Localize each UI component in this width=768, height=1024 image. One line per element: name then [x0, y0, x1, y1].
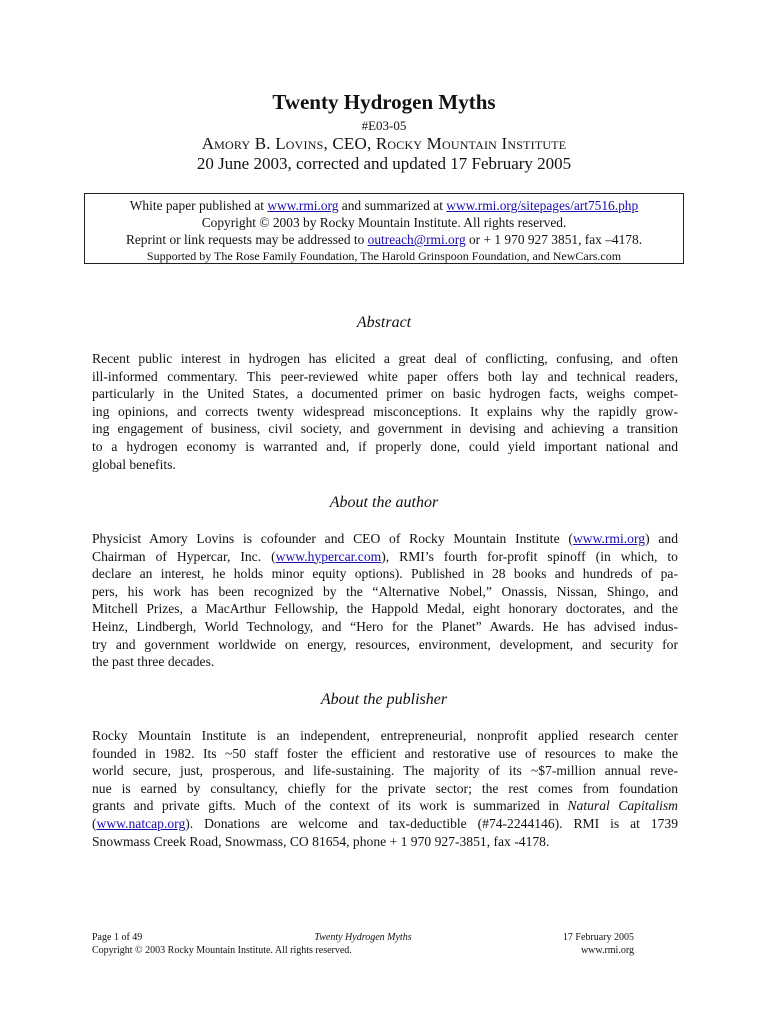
text-line: founded in 1982. Its ~50 staff foster the efficient and restorative use of resources to make the	[92, 745, 678, 761]
text-line: pers, his work has been recognized by the “Alternative Nobel,” Onassis, Nissan, Shingo, and	[92, 583, 678, 599]
text-line: declare an interest, he holds minor equity options). Published in 28 books and hundreds of pa-	[92, 566, 678, 582]
footer-title: Twenty Hydrogen Myths	[314, 932, 412, 943]
info-line-reprint: Reprint or link requests may be addressed to outreach@rmi.org or + 1 970 927 3851, fax –4178.	[125, 232, 643, 247]
text-line: particularly in the United States, a documented primer on basic hydrogen facts, weighs compet-	[92, 386, 678, 402]
text-line: Chairman of Hypercar, Inc. (www.hypercar.com), RMI’s fourth for-profit spinoff (in which, to	[92, 548, 678, 564]
outreach-email-link[interactable]: outreach@rmi.org	[367, 232, 466, 247]
text-line: nue is earned by consultancy, chiefly for the private sector; the rest comes from foundation	[92, 780, 678, 796]
text-line: (www.natcap.org). Donations are welcome and tax-deductible (#74-2244146). RMI is at 1739	[92, 815, 678, 831]
text-line: try and government worldwide on energy, resources, environment, development, and security for	[92, 636, 678, 652]
text-line: ing engagement of business, civil society, and government in devising and achieving a transition	[92, 421, 678, 437]
text-line: Physicist Amory Lovins is cofounder and CEO of Rocky Mountain Institute (www.rmi.org) and	[92, 531, 678, 546]
text-line: Heinz, Lindbergh, World Technology, and “Hero for the Planet” Awards. He has advised indus-	[92, 618, 678, 634]
rmi-link[interactable]: www.rmi.org	[267, 198, 339, 213]
footer-date: 17 February 2005	[562, 932, 634, 943]
about-publisher-paragraph	[92, 727, 678, 850]
text-line: to a hydrogen economy is warranted and, if properly done, could yield important national and	[92, 438, 678, 454]
about-author-paragraph	[92, 530, 678, 671]
about-publisher-heading: About the publisher	[320, 691, 448, 708]
info-line-supported: Supported by The Rose Family Foundation, The Harold Grinspoon Foundation, and NewCars.com	[146, 249, 622, 263]
info-line-copyright: Copyright © 2003 by Rocky Mountain Institute. All rights reserved.	[201, 215, 567, 230]
document-title: Twenty Hydrogen Myths	[272, 90, 496, 114]
abstract-heading: Abstract	[356, 314, 412, 331]
text-line: ill-informed commentary. This peer-reviewed white paper offers both lay and technical readers,	[92, 368, 678, 384]
page-footer	[92, 932, 634, 958]
text-line: Snowmass Creek Road, Snowmass, CO 81654, phone + 1 970 927-3851, fax -4178.	[92, 833, 550, 849]
hypercar-link[interactable]: www.hypercar.com	[275, 548, 382, 564]
date-line: 20 June 2003, corrected and updated 17 February 2005	[196, 154, 572, 173]
author-line: Amory B. Lovins, CEO, Rocky Mountain Institute	[201, 134, 567, 153]
document-number: #E03-05	[361, 118, 407, 133]
text-line: Rocky Mountain Institute is an independent, entrepreneurial, nonprofit applied research center	[92, 728, 678, 743]
rmi-link[interactable]: www.rmi.org	[572, 531, 646, 546]
footer-copyright: Copyright © 2003 Rocky Mountain Institute. All rights reserved.	[92, 945, 352, 956]
abstract-paragraph	[92, 350, 678, 473]
publication-info-box	[84, 193, 684, 264]
text-line: ing opinions, and corrects twenty widespread misconceptions. It explains why the rapidly grow-	[92, 403, 678, 419]
text-line: the past three decades.	[92, 654, 215, 670]
text-line: Recent public interest in hydrogen has elicited a great deal of conflicting, confusing, and often	[92, 351, 678, 366]
page-number: Page 1 of 49	[92, 932, 143, 943]
natcap-link[interactable]: www.natcap.org	[96, 815, 186, 831]
summary-link[interactable]: www.rmi.org/sitepages/art7516.php	[446, 198, 639, 213]
info-line-published: White paper published at www.rmi.org and summarized at www.rmi.org/sitepages/art7516.php	[129, 198, 639, 213]
text-line: Mitchell Prizes, a MacArthur Fellowship, the Happold Medal, eight honorary doctorates, and the	[92, 601, 678, 617]
text-line: grants and private gifts. Much of the context of its work is summarized in Natural Capitalism	[92, 798, 678, 814]
footer-website[interactable]: www.rmi.org	[580, 945, 634, 956]
text-line: global benefits.	[92, 456, 176, 472]
text-line: world secure, just, prosperous, and life-sustaining. The majority of its ~$7-million annual reve-	[92, 763, 678, 779]
about-author-heading: About the author	[329, 494, 439, 511]
